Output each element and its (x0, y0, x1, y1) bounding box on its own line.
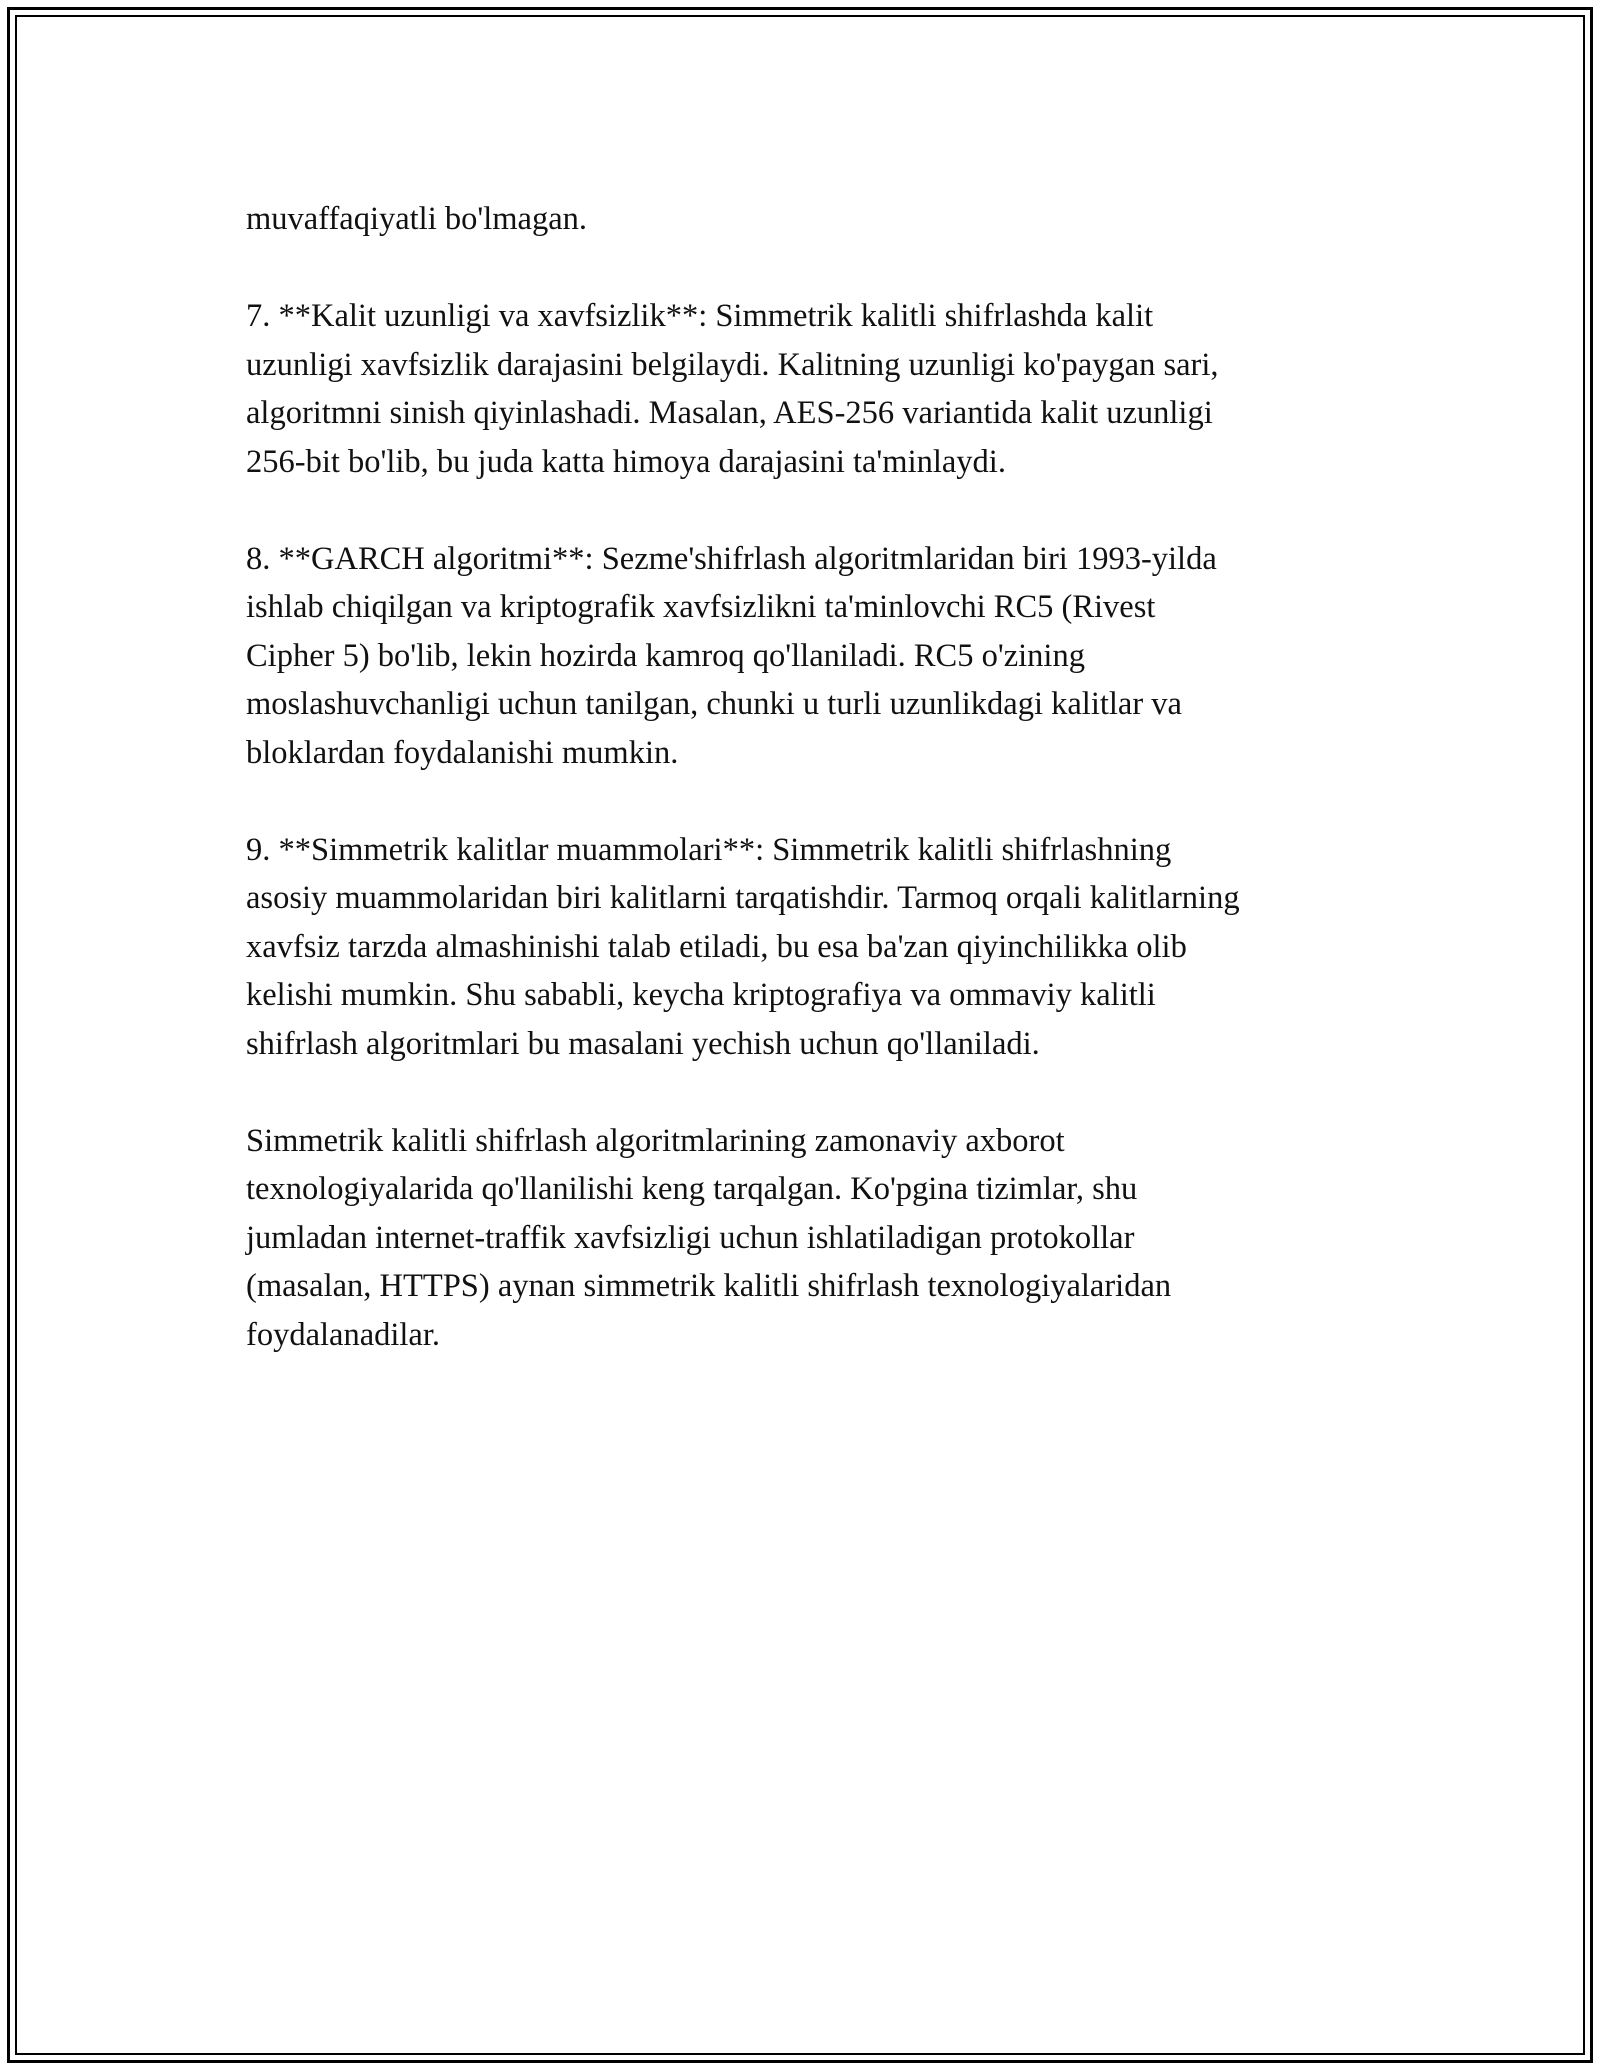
paragraph-item-9: 9. **Simmetrik kalitlar muammolari**: Simmetrik kalitli shifrlashning asosiy muammolaridan biri kalitlarni tarqatishdir. Tarmoq orqali kalitlarning xavfsiz tarzda almashinishi talab etiladi, bu esa ba'zan qiyinchilikka olib kelishi mumkin. Shu sababli, keycha kriptografiya va ommaviy kalitli shifrlash algoritmlari bu masalani yechish uchun qo'llaniladi. (246, 831, 1240, 1062)
paragraph-item-7: 7. **Kalit uzunligi va xavfsizlik**: Simmetrik kalitli shifrlashda kalit uzunligi xavfsizlik darajasini belgilaydi. Kalitning uzunligi ko'paygan sari, algoritmni sinish qiyinlashadi. Masalan, AES-256 variantida kalit uzunligi 256-bit bo'lib, bu juda katta himoya darajasini ta'minlaydi. (246, 298, 1219, 480)
document-body (246, 195, 1396, 1408)
page-frame (7, 7, 1593, 2063)
paragraph-item-8: 8. **GARCH algoritmi**: Sezme'shifrlash algoritmlaridan biri 1993-yilda ishlab chiqilgan va kriptografik xavfsizlikni ta'minlovchi RC5 (Rivest Cipher 5) bo'lib, lekin hozirda kamroq qo'llaniladi. RC5 o'zining moslashuvchanligi uchun tanilgan, chunki u turli uzunlikdagi kalitlar va bloklardan foydalanishi mumkin. (246, 540, 1217, 771)
paragraph-continuation: muvaffaqiyatli bo'lmagan. (246, 201, 587, 237)
paragraph-conclusion: Simmetrik kalitli shifrlash algoritmlarining zamonaviy axborot texnologiyalarida qo'llanilishi keng tarqalgan. Ko'pgina tizimlar, shu jumladan internet-traffik xavfsizligi uchun ishlatiladigan protokollar (masalan, HTTPS) aynan simmetrik kalitli shifrlash texnologiyalaridan foydalanadilar. (246, 1122, 1172, 1353)
